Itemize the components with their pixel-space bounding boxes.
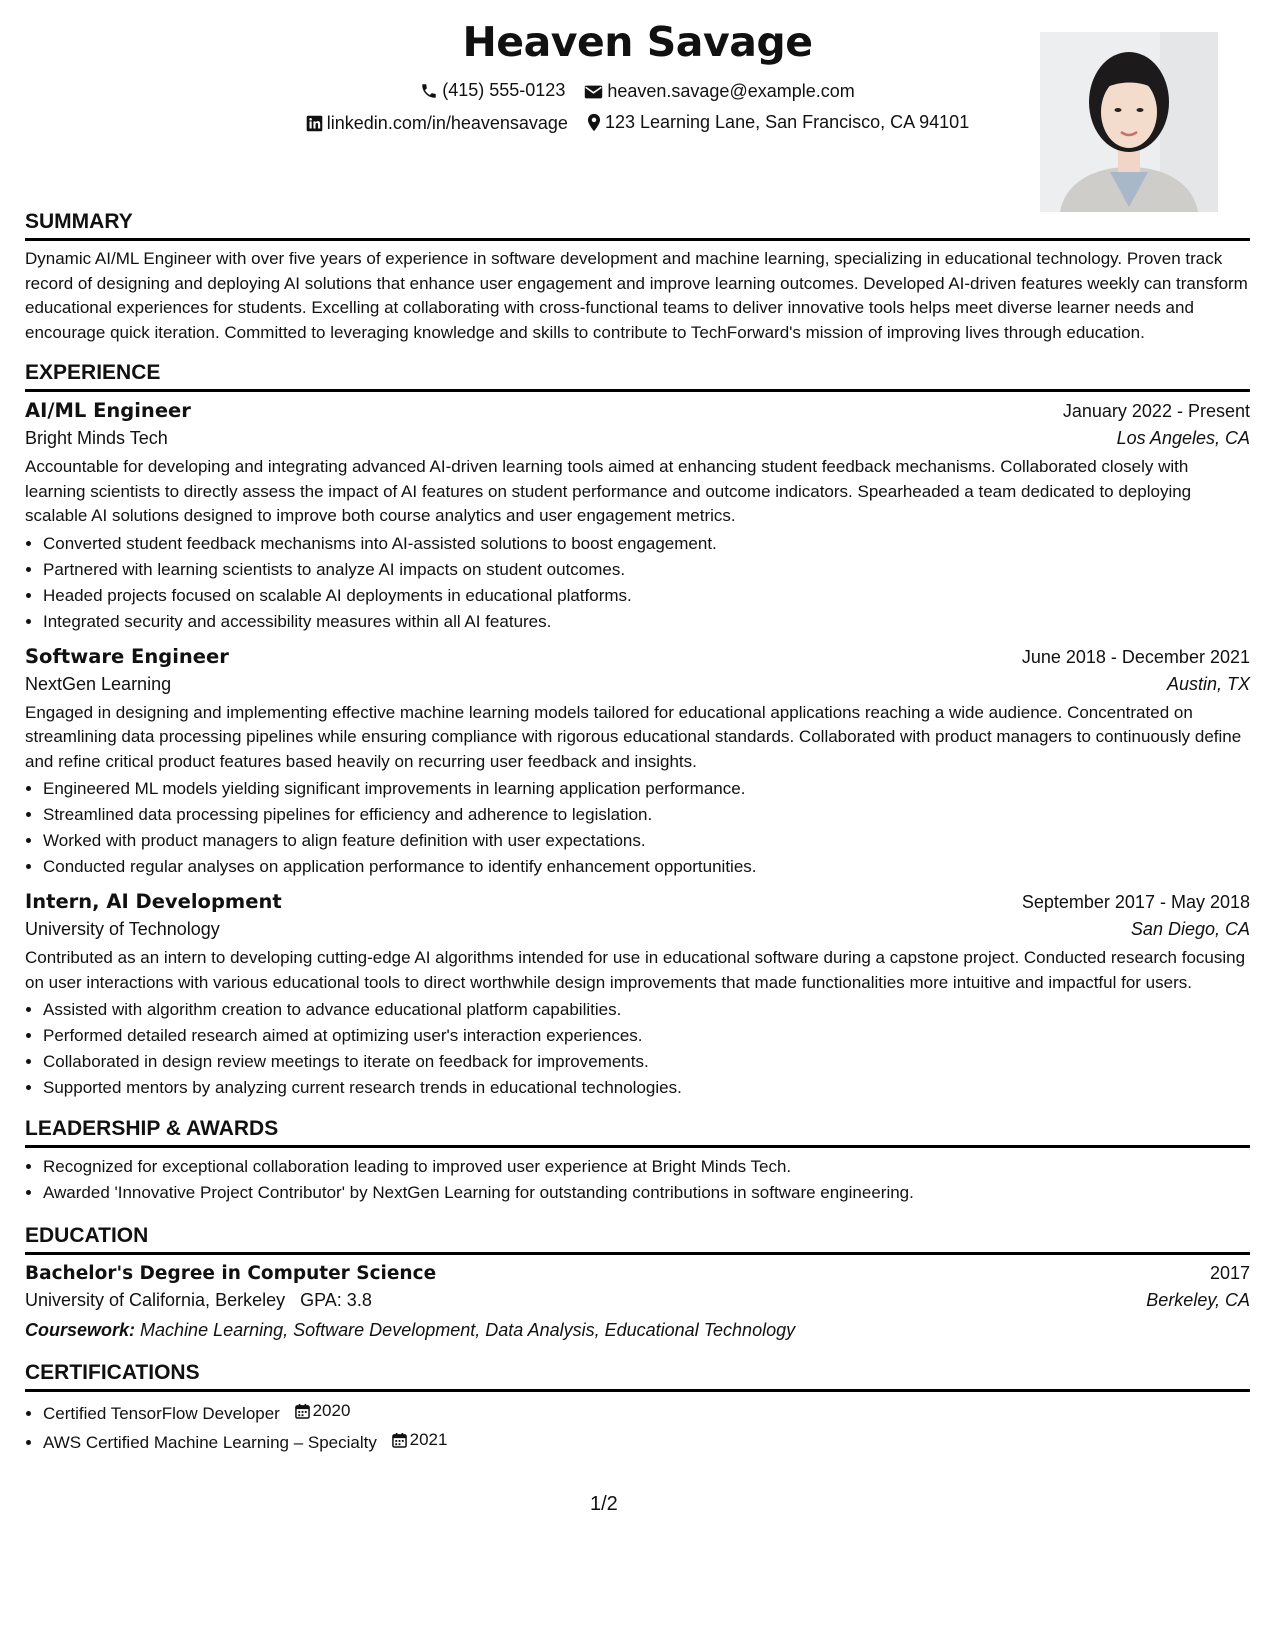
cert-name: Certified TensorFlow Developer xyxy=(43,1404,280,1423)
certifications-title: CERTIFICATIONS xyxy=(25,1361,1250,1392)
job-title: AI/ML Engineer xyxy=(25,399,191,422)
linkedin-text[interactable]: linkedin.com/in/heavensavage xyxy=(326,113,568,133)
envelope-icon xyxy=(584,84,603,100)
cert-date xyxy=(392,1427,448,1453)
linkedin-contact[interactable] xyxy=(306,113,568,134)
experience-title: EXPERIENCE xyxy=(25,361,1250,392)
calendar-icon xyxy=(295,1403,310,1419)
coursework-text: Machine Learning, Software Development, Data Analysis, Educational Technology xyxy=(140,1320,796,1340)
profile-photo xyxy=(1040,32,1218,212)
resume-page xyxy=(25,0,1250,1456)
job-title: Software Engineer xyxy=(25,644,229,668)
job-location: San Diego, CA xyxy=(1130,919,1250,939)
cert-name: AWS Certified Machine Learning – Specialty xyxy=(43,1433,377,1452)
school-location: Berkeley, CA xyxy=(1146,1290,1250,1310)
job-description: Accountable for developing and integrating advanced AI-driven learning tools aimed at enhancing student feedback mechanisms. Collaborated closely with learning scientists to directly assess the impact of AI features on student performance and outcome indicators. Spearheaded a team dedicated to deploying scalable AI solutions designed to improve both course analytics and user engagement metrics. xyxy=(25,457,1192,525)
list-item: • Headed projects focused on scalable AI deployments in educational platforms. xyxy=(43,583,1250,609)
map-pin-icon xyxy=(587,113,601,132)
list-item: • Performed detailed research aimed at optimizing user's interaction experiences. xyxy=(43,1023,1250,1049)
phone-contact xyxy=(420,80,565,101)
job-description: Engaged in designing and implementing effective machine learning models tailored for educational applications reaching a wide audience. Concentrated on streamlining data processing pipelines while ensuring compliance with rigorous educational standards. Collaborated with product managers to continuously define and refine critical product features based heavily on recurring user feedback and insights. xyxy=(25,702,1242,771)
coursework xyxy=(25,1320,1250,1341)
list-item: • Collaborated in design review meetings to iterate on feedback for improvements. xyxy=(43,1049,1250,1075)
resume-header xyxy=(25,0,1250,210)
job-dates: September 2017 - May 2018 xyxy=(1021,892,1250,912)
experience-section xyxy=(25,361,1250,1101)
cert-year: 2021 xyxy=(409,1430,448,1449)
list-item: • Streamlined data processing pipelines for efficiency and adherence to legislation. xyxy=(43,802,1250,828)
list-item xyxy=(43,1398,1250,1427)
job-entry xyxy=(25,890,1250,1101)
job-bullets xyxy=(25,776,1250,880)
job-company: NextGen Learning xyxy=(25,673,172,694)
leadership-title: LEADERSHIP & AWARDS xyxy=(25,1117,1250,1148)
job-company: University of Technology xyxy=(25,919,220,939)
list-item: • Converted student feedback mechanisms into AI-assisted solutions to boost engagement. xyxy=(43,531,1250,557)
job-entry xyxy=(25,645,1250,881)
summary-text: Dynamic AI/ML Engineer with over five years of experience in software development and machine learning, specializing in educational technology. Proven track record of designing and deploying AI solutions that enhance user engagement and improve learning outcomes. Developed AI-driven features weekly can transform educational experiences for students. Excelling at collaborating with cross-functional teams to deliver innovative tools helps meet diverse learner needs and encourage quick iteration. Committed to leveraging knowledge and skills to contribute to TechForward's mission of improving lives through education. xyxy=(25,249,1248,342)
gpa-text: GPA: 3.8 xyxy=(300,1290,372,1310)
job-description: Contributed as an intern to developing cutting-edge AI algorithms intended for use in educational software during a capstone project. Conducted research focusing on user interactions with various educational tools to direct worthwhile design improvements that made functionalities more intuitive and impactful for users. xyxy=(25,948,1246,992)
job-location: Austin, TX xyxy=(1166,673,1250,694)
cert-date xyxy=(295,1398,351,1424)
summary-section xyxy=(25,210,1250,345)
address-text: 123 Learning Lane, San Francisco, CA 94101 xyxy=(604,112,970,132)
list-item: • Assisted with algorithm creation to advance educational platform capabilities. xyxy=(43,997,1250,1023)
education-section xyxy=(25,1224,1250,1341)
leadership-section xyxy=(25,1117,1250,1206)
job-location: Los Angeles, CA xyxy=(1116,428,1250,448)
graduation-year: 2017 xyxy=(1209,1263,1250,1283)
job-dates: June 2018 - December 2021 xyxy=(1021,646,1250,667)
job-dates: January 2022 - Present xyxy=(1062,401,1250,421)
job-company: Bright Minds Tech xyxy=(25,428,168,448)
coursework-label: Coursework: xyxy=(25,1320,136,1340)
list-item: • Partnered with learning scientists to analyze AI impacts on student outcomes. xyxy=(43,557,1250,583)
page-number: 1/2 xyxy=(590,1493,618,1515)
phone-text: (415) 555-0123 xyxy=(442,80,566,100)
job-title: Intern, AI Development xyxy=(25,890,282,913)
list-item: • Conducted regular analyses on application performance to identify enhancement opportunities. xyxy=(43,854,1250,880)
leadership-list xyxy=(25,1154,1250,1206)
address-contact xyxy=(587,112,969,133)
list-item: • Recognized for exceptional collaboration leading to improved user experience at Bright Minds Tech. xyxy=(43,1154,1250,1180)
list-item: • Worked with product managers to align feature definition with user expectations. xyxy=(43,828,1250,854)
job-bullets xyxy=(25,997,1250,1101)
list-item: • Engineered ML models yielding significant improvements in learning application performance. xyxy=(43,776,1250,802)
linkedin-icon xyxy=(306,115,323,132)
job-entry xyxy=(25,399,1250,635)
school-name: University of California, Berkeley xyxy=(25,1290,286,1310)
calendar-icon xyxy=(392,1432,407,1448)
email-contact[interactable] xyxy=(584,81,854,102)
cert-year: 2020 xyxy=(312,1401,351,1420)
summary-title: SUMMARY xyxy=(25,210,1250,241)
list-item: • Awarded 'Innovative Project Contributor' by NextGen Learning for outstanding contributions in software engineering. xyxy=(43,1180,1250,1206)
candidate-name: Heaven Savage xyxy=(462,18,813,66)
list-item xyxy=(43,1427,1250,1456)
list-item: • Integrated security and accessibility measures within all AI features. xyxy=(43,609,1250,635)
certifications-section xyxy=(25,1361,1250,1456)
degree-title: Bachelor's Degree in Computer Science xyxy=(25,1263,437,1284)
job-bullets xyxy=(25,531,1250,635)
phone-icon xyxy=(420,82,438,100)
certifications-list xyxy=(25,1398,1250,1456)
education-title: EDUCATION xyxy=(25,1224,1250,1255)
list-item: • Supported mentors by analyzing current research trends in educational technologies. xyxy=(43,1075,1250,1101)
email-text[interactable]: heaven.savage@example.com xyxy=(607,81,855,101)
